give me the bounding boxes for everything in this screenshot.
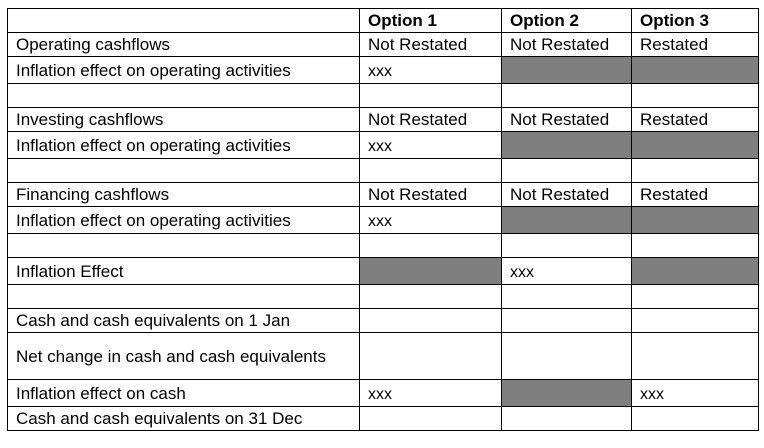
option-2-cell xyxy=(502,84,632,108)
option-2-cell: Not Restated xyxy=(502,33,632,57)
blank-row xyxy=(8,234,759,258)
table-row xyxy=(8,57,759,84)
row-label: Operating cashflows xyxy=(8,33,360,57)
row-label xyxy=(8,84,360,108)
option-1-cell: xxx xyxy=(360,132,502,159)
option-2-cell: xxx xyxy=(502,258,632,285)
table-row xyxy=(8,207,759,234)
option-2-cell xyxy=(502,234,632,258)
option-1-cell: Not Restated xyxy=(360,33,502,57)
table-row xyxy=(8,258,759,285)
header-option-2: Option 2 xyxy=(502,9,632,33)
option-3-cell: Restated xyxy=(632,183,759,207)
option-3-cell xyxy=(632,309,759,333)
option-3-cell xyxy=(632,234,759,258)
row-label: Inflation effect on cash xyxy=(8,380,360,407)
row-label xyxy=(8,234,360,258)
option-1-cell xyxy=(360,234,502,258)
option-2-cell: Not Restated xyxy=(502,108,632,132)
option-2-cell xyxy=(502,333,632,380)
row-label: Inflation effect on operating activities xyxy=(8,207,360,234)
option-1-cell xyxy=(360,159,502,183)
option-1-cell: xxx xyxy=(360,380,502,407)
header-option-3: Option 3 xyxy=(632,9,759,33)
table-row xyxy=(8,333,759,380)
option-3-cell xyxy=(632,84,759,108)
option-1-cell: Not Restated xyxy=(360,108,502,132)
header-label-cell xyxy=(8,9,360,33)
option-2-cell: Not Restated xyxy=(502,183,632,207)
row-label: Cash and cash equivalents on 1 Jan xyxy=(8,309,360,333)
option-1-cell xyxy=(360,333,502,380)
table-row xyxy=(8,380,759,407)
option-3-cell xyxy=(632,159,759,183)
table-row xyxy=(8,309,759,333)
option-1-cell xyxy=(360,407,502,431)
row-label: Financing cashflows xyxy=(8,183,360,207)
row-label: Net change in cash and cash equivalents xyxy=(8,333,360,380)
row-label: Inflation effect on operating activities xyxy=(8,132,360,159)
option-1-cell: xxx xyxy=(360,207,502,234)
blank-row xyxy=(8,159,759,183)
option-2-cell xyxy=(502,285,632,309)
table-row xyxy=(8,132,759,159)
row-label: Investing cashflows xyxy=(8,108,360,132)
row-label xyxy=(8,285,360,309)
option-1-cell: xxx xyxy=(360,57,502,84)
option-3-cell xyxy=(632,333,759,380)
shaded-cell xyxy=(502,380,632,407)
cashflow-options-table xyxy=(7,8,759,431)
option-1-cell xyxy=(360,84,502,108)
header-option-1: Option 1 xyxy=(360,9,502,33)
table-header-row xyxy=(8,9,759,33)
shaded-cell xyxy=(632,258,759,285)
blank-row xyxy=(8,84,759,108)
option-3-cell: Restated xyxy=(632,108,759,132)
shaded-cell xyxy=(632,57,759,84)
shaded-cell xyxy=(632,132,759,159)
option-2-cell xyxy=(502,159,632,183)
option-1-cell: Not Restated xyxy=(360,183,502,207)
table-row xyxy=(8,108,759,132)
option-1-cell xyxy=(360,285,502,309)
blank-row xyxy=(8,285,759,309)
row-label xyxy=(8,159,360,183)
option-3-cell: Restated xyxy=(632,33,759,57)
table-row xyxy=(8,407,759,431)
option-1-cell xyxy=(360,309,502,333)
shaded-cell xyxy=(360,258,502,285)
shaded-cell xyxy=(502,132,632,159)
option-3-cell: xxx xyxy=(632,380,759,407)
shaded-cell xyxy=(632,207,759,234)
shaded-cell xyxy=(502,207,632,234)
shaded-cell xyxy=(502,57,632,84)
option-3-cell xyxy=(632,407,759,431)
row-label: Inflation effect on operating activities xyxy=(8,57,360,84)
option-3-cell xyxy=(632,285,759,309)
row-label: Inflation Effect xyxy=(8,258,360,285)
table-row xyxy=(8,183,759,207)
table-row xyxy=(8,33,759,57)
option-2-cell xyxy=(502,309,632,333)
row-label: Cash and cash equivalents on 31 Dec xyxy=(8,407,360,431)
option-2-cell xyxy=(502,407,632,431)
